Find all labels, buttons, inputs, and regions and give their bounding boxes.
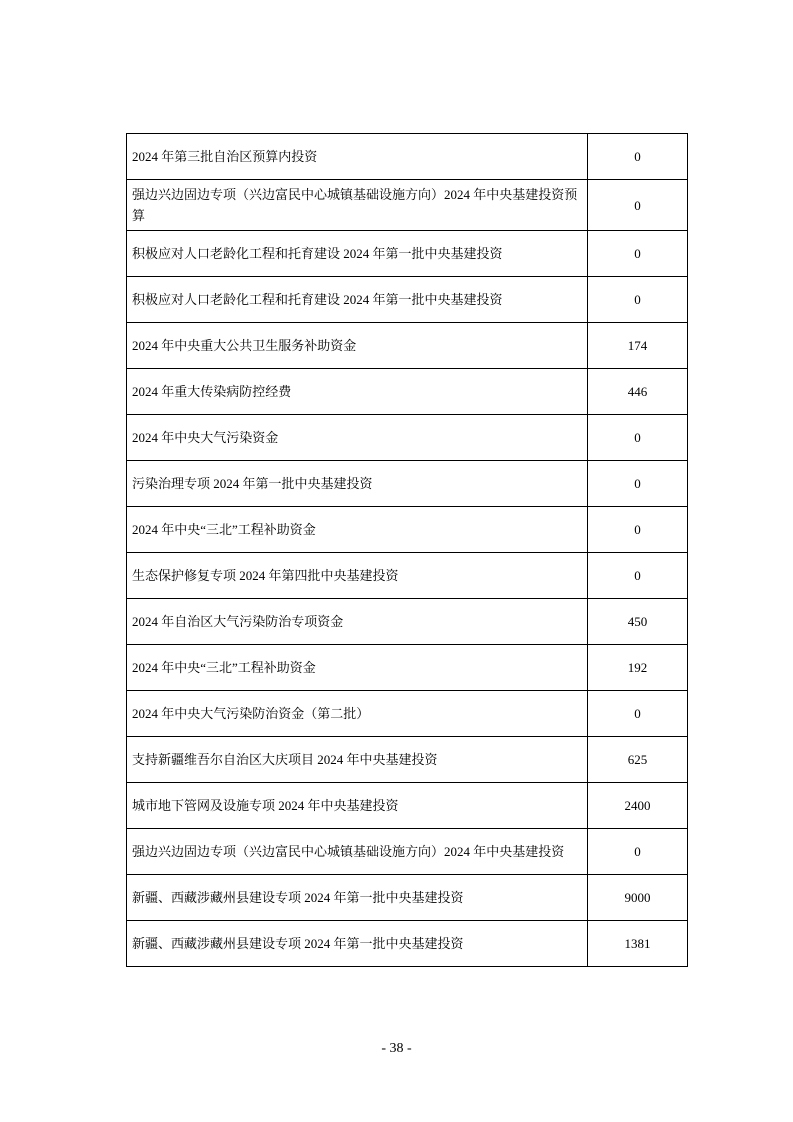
fund-item-cell: 2024 年中央“三北”工程补助资金 — [127, 507, 588, 553]
table-row — [127, 645, 688, 691]
table-row — [127, 369, 688, 415]
table-row — [127, 415, 688, 461]
page-number: - 38 - — [381, 1041, 412, 1056]
amount-cell: 0 — [588, 553, 688, 599]
amount-cell: 450 — [588, 599, 688, 645]
budget-funds-table — [126, 133, 688, 967]
table-row — [127, 829, 688, 875]
amount-cell: 0 — [588, 277, 688, 323]
table-row — [127, 599, 688, 645]
amount-cell: 0 — [588, 180, 688, 231]
table-row — [127, 461, 688, 507]
amount-cell: 0 — [588, 231, 688, 277]
amount-cell: 0 — [588, 507, 688, 553]
table-row — [127, 553, 688, 599]
fund-item-cell: 2024 年中央大气污染资金 — [127, 415, 588, 461]
fund-item-cell: 生态保护修复专项 2024 年第四批中央基建投资 — [127, 553, 588, 599]
table-row — [127, 507, 688, 553]
fund-item-cell: 城市地下管网及设施专项 2024 年中央基建投资 — [127, 783, 588, 829]
amount-cell: 625 — [588, 737, 688, 783]
table-row — [127, 691, 688, 737]
table-row — [127, 783, 688, 829]
fund-item-cell: 强边兴边固边专项（兴边富民中心城镇基础设施方向）2024 年中央基建投资 — [127, 829, 588, 875]
table-row — [127, 323, 688, 369]
table-row — [127, 134, 688, 180]
table-row — [127, 277, 688, 323]
table-row — [127, 875, 688, 921]
fund-item-cell: 强边兴边固边专项（兴边富民中心城镇基础设施方向）2024 年中央基建投资预算 — [127, 180, 588, 231]
fund-item-cell: 积极应对人口老龄化工程和托育建设 2024 年第一批中央基建投资 — [127, 277, 588, 323]
fund-item-cell: 污染治理专项 2024 年第一批中央基建投资 — [127, 461, 588, 507]
table-row — [127, 921, 688, 967]
fund-item-cell: 2024 年中央“三北”工程补助资金 — [127, 645, 588, 691]
table-row — [127, 180, 688, 231]
fund-item-cell: 积极应对人口老龄化工程和托育建设 2024 年第一批中央基建投资 — [127, 231, 588, 277]
amount-cell: 9000 — [588, 875, 688, 921]
amount-cell: 446 — [588, 369, 688, 415]
fund-item-cell: 新疆、西藏涉藏州县建设专项 2024 年第一批中央基建投资 — [127, 921, 588, 967]
table-row — [127, 231, 688, 277]
fund-item-cell: 2024 年第三批自治区预算内投资 — [127, 134, 588, 180]
amount-cell: 174 — [588, 323, 688, 369]
fund-item-cell: 支持新疆维吾尔自治区大庆项目 2024 年中央基建投资 — [127, 737, 588, 783]
amount-cell: 2400 — [588, 783, 688, 829]
table-row — [127, 737, 688, 783]
amount-cell: 0 — [588, 691, 688, 737]
amount-cell: 0 — [588, 415, 688, 461]
fund-item-cell: 2024 年中央重大公共卫生服务补助资金 — [127, 323, 588, 369]
amount-cell: 192 — [588, 645, 688, 691]
fund-item-cell: 新疆、西藏涉藏州县建设专项 2024 年第一批中央基建投资 — [127, 875, 588, 921]
amount-cell: 0 — [588, 461, 688, 507]
amount-cell: 1381 — [588, 921, 688, 967]
fund-item-cell: 2024 年中央大气污染防治资金（第二批） — [127, 691, 588, 737]
amount-cell: 0 — [588, 134, 688, 180]
amount-cell: 0 — [588, 829, 688, 875]
fund-item-cell: 2024 年重大传染病防控经费 — [127, 369, 588, 415]
fund-item-cell: 2024 年自治区大气污染防治专项资金 — [127, 599, 588, 645]
